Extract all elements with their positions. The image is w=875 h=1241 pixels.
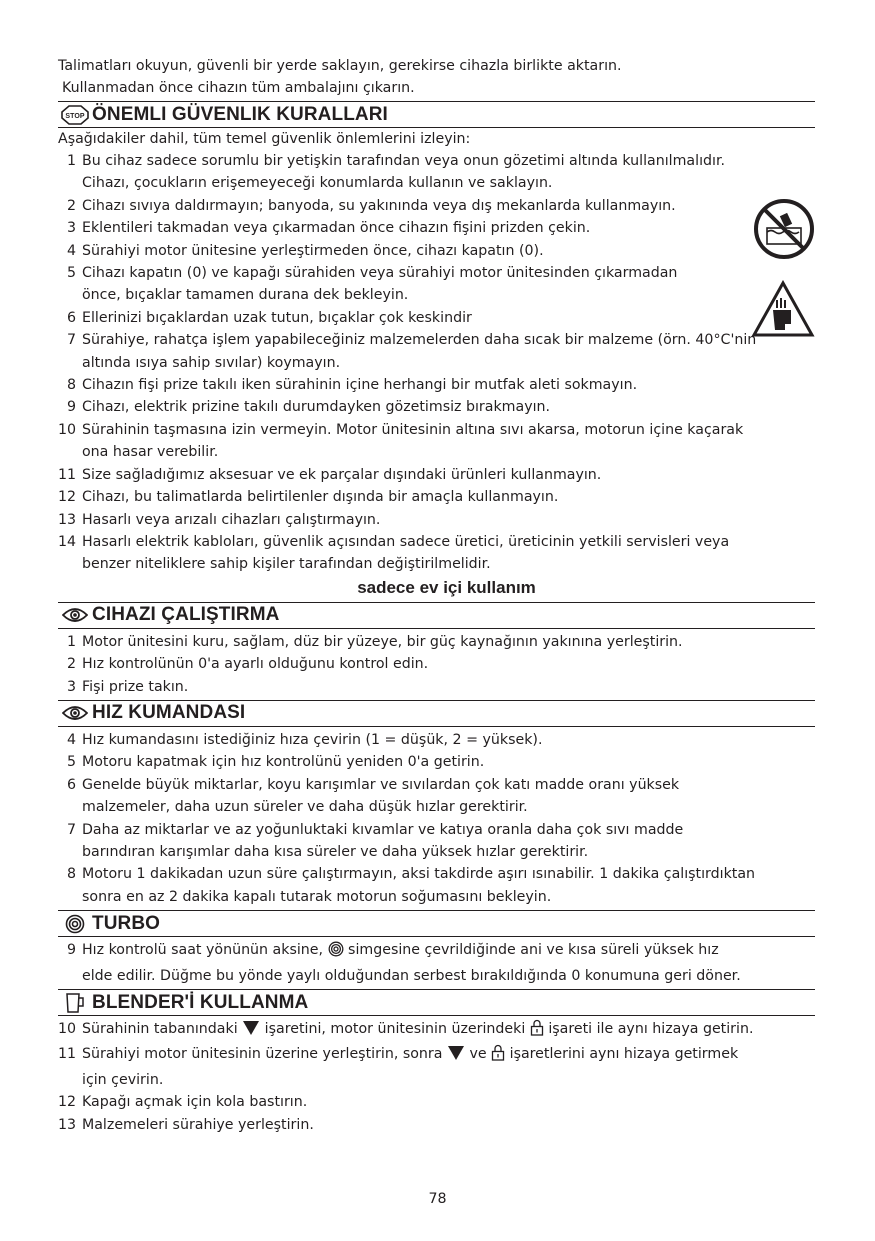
item-text-line: Malzemeleri sürahiye yerleştirin. (82, 1116, 314, 1133)
blender-10-text-a: Sürahinin tabanındaki (82, 1021, 243, 1037)
safety-title: ÖNEMLI GÜVENLIK KURALLARI (92, 103, 388, 125)
item-number: 12 (58, 489, 77, 506)
item-number: 10 (58, 1021, 77, 1037)
item-text-line: sonra en az 2 dakika kapalı tutarak motorun soğumasını bekleyin. (82, 888, 552, 905)
item-number: 8 (66, 866, 76, 883)
safety-list (58, 150, 815, 576)
turbo-text-b: simgesine çevrildiğinde ani ve kısa süreli yüksek hız (343, 942, 719, 959)
list-item (58, 195, 815, 217)
item-text-line: Cihazı, çocukların erişemeyeceği konumlarda kullanın ve saklayın. (82, 175, 553, 192)
item-text-line: Eklentileri takmadan veya çıkarmadan önce cihazın fişini prizden çekin. (82, 220, 591, 237)
item-text-line: Cihazı sıvıya daldırmayın; banyoda, su yakınında veya dış mekanlarda kullanmayın. (82, 197, 676, 214)
item-text-line: Sürahiyi motor ünitesine yerleştirmeden önce, cihazı kapatın (0). (82, 242, 544, 259)
blender-10-text-b: işaretini, motor ünitesinin üzerindeki (260, 1021, 530, 1037)
down-triangle-icon (447, 1045, 465, 1068)
list-item (58, 262, 815, 307)
list-item (58, 1114, 815, 1136)
item-text-line: önce, bıçaklar tamamen durana dek bekleyin. (82, 287, 409, 304)
page-number: 78 (428, 1191, 447, 1207)
list-item (58, 751, 815, 773)
item-text-line: malzemeler, daha uzun süreler ve daha düşük hızlar gerektirir. (82, 799, 528, 816)
item-text-line: Bu cihaz sadece sorumlu bir yetişkin tarafından veya onun gözetimi altında kullanılmalıdır. (82, 153, 726, 169)
list-item (58, 676, 815, 698)
eye-icon (58, 705, 92, 721)
list-item (58, 486, 815, 508)
list-item (58, 1043, 815, 1091)
item-text-line: Fişi prize takın. (82, 678, 189, 695)
turbo-text-a: Hız kontrolü saat yönünün aksine, (82, 942, 328, 959)
lock-icon (530, 1019, 544, 1043)
item-number: 2 (66, 656, 76, 673)
item-text-line: Hız kontrolünün 0'a ayarlı olduğunu kontrol edin. (82, 656, 429, 673)
speed-section-heading (58, 700, 815, 727)
blender-list (58, 1018, 815, 1091)
item-text-line: Kapağı açmak için kola bastırın. (82, 1094, 308, 1111)
item-number: 13 (58, 511, 77, 528)
item-number: 3 (66, 678, 76, 695)
blender-11-text-line2: için çevirin. (82, 1071, 164, 1088)
item-number: 3 (66, 220, 76, 237)
list-item (58, 863, 815, 908)
item-number: 11 (58, 1046, 77, 1063)
item-text-line: ona hasar verebilir. (82, 444, 219, 461)
stop-icon-text: STOP (65, 112, 85, 120)
item-text-line: Sürahiye, rahatça işlem yapabileceğiniz malzemelerden daha sıcak bir malzeme (örn. 40°C'nin (82, 332, 757, 349)
list-item (58, 464, 815, 486)
item-number: 6 (66, 776, 76, 793)
item-text-line: Motoru 1 dakikadan uzun süre çalıştırmayın, aksi takdirde aşırı ısınabilir. 1 dakika çalıştırdıktan (82, 866, 756, 883)
item-text-line: Ellerinizi bıçaklardan uzak tutun, bıçaklar çok keskindir (82, 309, 472, 326)
turbo-spiral-icon (58, 914, 92, 934)
list-item (58, 631, 815, 653)
list-item (58, 819, 815, 864)
item-number: 7 (66, 821, 76, 838)
item-number: 2 (66, 197, 76, 214)
item-text-line: Motor ünitesini kuru, sağlam, düz bir yüzeye, bir güç kaynağının yakınına yerleştirin. (82, 633, 683, 650)
item-text-line: Cihazı, elektrik prizine takılı durumdayken gözetimsiz bırakmayın. (82, 399, 551, 416)
list-item (58, 729, 815, 751)
document-page (58, 55, 815, 1136)
list-item (58, 307, 815, 329)
item-text-line: Hız kumandasını istediğiniz hıza çevirin (1 = düşük, 2 = yüksek). (82, 731, 543, 748)
stop-icon (58, 105, 92, 125)
list-item (58, 419, 815, 464)
item-number: 14 (58, 533, 77, 550)
turbo-list (58, 939, 815, 987)
item-number: 9 (66, 399, 76, 416)
blender-list-rest (58, 1091, 815, 1136)
blender-11-text-b: ve (464, 1046, 492, 1063)
list-item (58, 1091, 815, 1113)
item-text-line: benzer niteliklere sahip kişiler tarafından değiştirilmelidir. (82, 556, 491, 573)
lock-icon (491, 1044, 505, 1068)
blender-10-text-c: işareti ile aynı hizaya getirin. (543, 1021, 754, 1037)
turbo-text-line2: elde edilir. Düğme bu yönde yaylı olduğundan serbest bırakıldığında 0 konumuna geri döner. (82, 967, 741, 984)
item-text-line: Sürahinin taşmasına izin vermeyin. Motor ünitesinin altına sıvı akarsa, motorun içine kaçarak (82, 421, 744, 438)
list-item (58, 396, 815, 418)
item-text-line: altında ısıya sahip sıvılar) koymayın. (82, 354, 341, 371)
item-text-line: Hasarlı veya arızalı cihazları çalıştırmayın. (82, 511, 381, 528)
intro (58, 55, 815, 99)
household-use-note: sadece ev içi kullanım (357, 577, 536, 597)
item-text-line: Hasarlı elektrik kabloları, güvenlik açısından sadece üretici, üreticinin yetkili servisleri veya (82, 533, 730, 550)
turbo-spiral-icon (328, 941, 344, 964)
item-number: 6 (66, 309, 76, 326)
eye-icon (58, 607, 92, 623)
list-item (58, 150, 815, 195)
blender-title: BLENDER'İ KULLANMA (92, 991, 309, 1013)
item-number: 11 (58, 466, 77, 483)
list-item (58, 217, 815, 239)
item-text-line: Cihazı kapatın (0) ve kapağı sürahiden veya sürahiyi motor ünitesinden çıkarmadan (82, 265, 678, 282)
item-text-line: Daha az miktarlar ve az yoğunluktaki kıvamlar ve katıya oranla daha çok sıvı madde (82, 821, 684, 838)
item-text-line: Motoru kapatmak için hız kontrolünü yeniden 0'a getirin. (82, 754, 485, 771)
blender-11-text-c: işaretlerini aynı hizaya getirmek (505, 1046, 739, 1063)
intro-line-1: Talimatları okuyun, güvenli bir yerde saklayın, gerekirse cihazla birlikte aktarın. (58, 58, 622, 74)
item-number: 13 (58, 1116, 77, 1133)
list-item (58, 939, 815, 987)
safety-section-heading (58, 101, 815, 128)
intro-line-2: Kullanmadan önce cihazın tüm ambalajını çıkarın. (62, 80, 415, 96)
item-text-line: barındıran karışımlar daha kısa süreler ve daha yüksek hızlar gerektirir. (82, 843, 589, 860)
item-number: 4 (66, 242, 76, 259)
list-item (58, 774, 815, 819)
start-section-heading (58, 602, 815, 629)
down-triangle-icon (242, 1020, 260, 1043)
turbo-title: TURBO (92, 912, 161, 934)
speed-title: HIZ KUMANDASI (92, 702, 246, 724)
list-item (58, 240, 815, 262)
speed-list (58, 729, 815, 908)
item-text-line: Cihazın fişi prize takılı iken sürahinin içine herhangi bir mutfak aleti sokmayın. (82, 377, 638, 394)
item-number: 1 (66, 633, 76, 650)
safety-lead: Aşağıdakiler dahil, tüm temel güvenlik önlemlerini izleyin: (58, 131, 471, 147)
turbo-section-heading (58, 910, 815, 937)
blender-11-text-a: Sürahiyi motor ünitesinin üzerine yerleştirin, sonra (82, 1046, 447, 1063)
item-text-line: Size sağladığımız aksesuar ve ek parçalar dışındaki ürünleri kullanmayın. (82, 466, 602, 483)
item-text-line: Cihazı, bu talimatlarda belirtilenler dışında bir amaçla kullanmayın. (82, 489, 559, 506)
list-item (58, 374, 815, 396)
list-item (58, 1018, 815, 1043)
blender-jug-icon (58, 992, 92, 1014)
item-text-line: Genelde büyük miktarlar, koyu karışımlar ve sıvılardan çok katı madde oranı yüksek (82, 776, 680, 793)
list-item (58, 509, 815, 531)
item-number: 1 (66, 153, 76, 169)
item-number: 4 (66, 731, 76, 748)
start-list (58, 631, 815, 698)
list-item (58, 531, 815, 576)
item-number: 5 (66, 754, 76, 771)
list-item (58, 329, 815, 374)
item-number: 10 (58, 421, 77, 438)
item-number: 7 (66, 332, 76, 349)
item-number: 12 (58, 1094, 77, 1111)
list-item (58, 653, 815, 675)
blender-section-heading (58, 989, 815, 1016)
start-title: CIHAZI ÇALIŞTIRMA (92, 604, 280, 626)
item-number: 5 (66, 265, 76, 282)
item-number: 8 (66, 377, 76, 394)
item-number: 9 (66, 942, 76, 959)
